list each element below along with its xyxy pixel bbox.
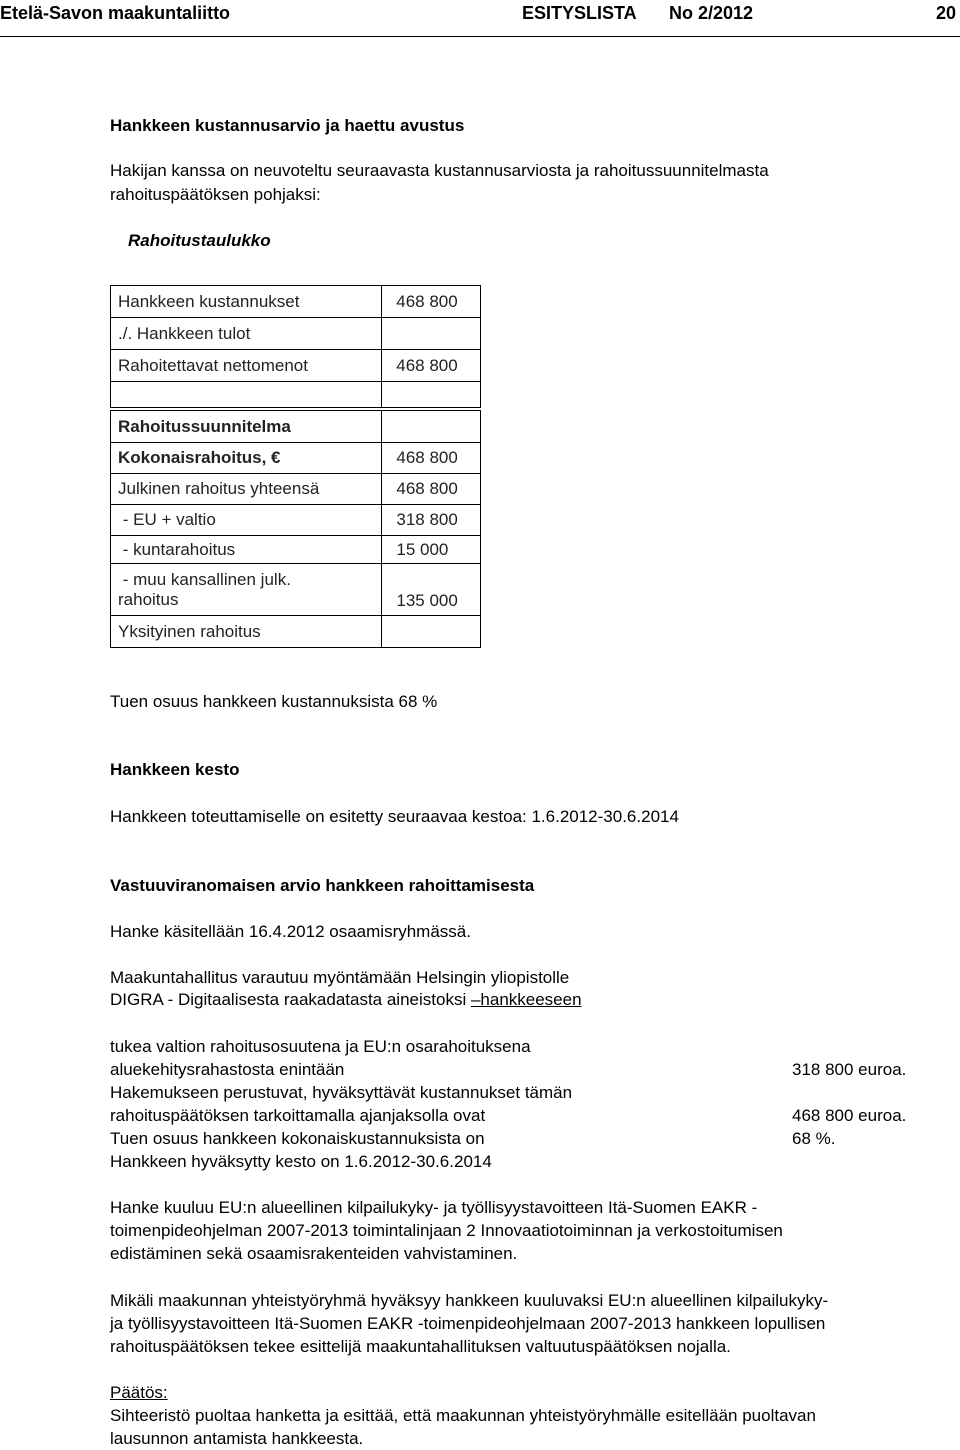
financing-heading-row bbox=[111, 411, 481, 443]
intro-line-2: rahoituspäätöksen pohjaksi: bbox=[110, 185, 321, 204]
section-title-cost-estimate: Hankkeen kustannusarvio ja haettu avustus bbox=[110, 116, 465, 135]
grant-line: Hankkeen hyväksytty kesto on 1.6.2012-30.6.2014 bbox=[110, 1152, 492, 1171]
cost-value: 468 800 bbox=[382, 350, 481, 382]
header-doc-type: ESITYSLISTA bbox=[522, 3, 637, 23]
proposal-line: Mikäli maakunnan yhteistyöryhmä hyväksyy hankkeen kuuluvaksi EU:n alueellinen kilpailukyky- bbox=[110, 1291, 829, 1310]
grant-line: tukea valtion rahoitusosuutena ja EU:n osarahoituksena bbox=[110, 1037, 531, 1056]
table-caption: Rahoitustaulukko bbox=[128, 231, 271, 250]
header-doc-number: No 2/2012 bbox=[669, 3, 754, 23]
financing-plan-heading: Rahoitussuunnitelma bbox=[111, 411, 382, 443]
financing-label: Julkinen rahoitus yhteensä bbox=[111, 474, 382, 505]
financing-value: 468 800 bbox=[382, 474, 481, 505]
cost-label: Rahoitettavat nettomenot bbox=[111, 350, 382, 382]
financing-value: 15 000 bbox=[382, 536, 481, 564]
decision-line: lausunnon antamista hankkeesta. bbox=[110, 1429, 364, 1448]
financing-value: 135 000 bbox=[382, 564, 481, 616]
financing-row bbox=[111, 474, 481, 505]
cost-value bbox=[382, 318, 481, 350]
financing-row bbox=[111, 536, 481, 564]
eu-paragraph-line: edistäminen sekä osaamisrakenteiden vahvistaminen. bbox=[110, 1244, 518, 1263]
cost-value: 468 800 bbox=[382, 286, 481, 318]
cost-table-row bbox=[111, 318, 481, 350]
cost-table bbox=[110, 285, 481, 408]
grant-line: Hakemukseen perustuvat, hyväksyttävät kustannukset tämän bbox=[110, 1083, 573, 1102]
cost-label bbox=[111, 382, 382, 408]
grant-line: Tuen osuus hankkeen kokonaiskustannuksista on bbox=[110, 1129, 485, 1148]
financing-label: - kuntarahoitus bbox=[111, 536, 382, 564]
financing-label-multiline bbox=[111, 564, 382, 616]
grant-line-part: DIGRA - Digitaalisesta raakadatasta aineistoksi bbox=[110, 990, 471, 1009]
header-page-number: 20 bbox=[936, 3, 957, 23]
section-title-duration: Hankkeen kesto bbox=[110, 760, 240, 779]
cost-table-row bbox=[111, 382, 481, 408]
financing-row bbox=[111, 616, 481, 648]
cost-table-row bbox=[111, 286, 481, 318]
cost-label: Hankkeen kustannukset bbox=[111, 286, 382, 318]
grant-line: Maakuntahallitus varautuu myöntämään Helsingin yliopistolle bbox=[110, 968, 570, 987]
section-title-assessment: Vastuuviranomaisen arvio hankkeen rahoittamisesta bbox=[110, 876, 535, 895]
proposal-line: ja työllisyystavoitteen Itä-Suomen EAKR -toimenpideohjelmaan 2007-2013 hankkeen lopullisen bbox=[110, 1314, 826, 1333]
grant-amount: 318 800 euroa. bbox=[792, 1060, 907, 1079]
financing-plan-table bbox=[110, 410, 481, 648]
financing-label: - EU + valtio bbox=[111, 505, 382, 536]
grant-amount: 68 %. bbox=[792, 1129, 836, 1148]
support-share-text: Tuen osuus hankkeen kustannuksista 68 % bbox=[110, 692, 438, 711]
grant-line: rahoituspäätöksen tarkoittamalla ajanjaksolla ovat bbox=[110, 1106, 486, 1125]
financing-label: Kokonaisrahoitus, € bbox=[111, 443, 382, 474]
header-org: Etelä-Savon maakuntaliitto bbox=[0, 3, 231, 23]
financing-row bbox=[111, 505, 481, 536]
grant-amount: 468 800 euroa. bbox=[792, 1106, 907, 1125]
financing-label-line: rahoitus bbox=[118, 589, 179, 609]
financing-value bbox=[382, 616, 481, 648]
cost-label: ./. Hankkeen tulot bbox=[111, 318, 382, 350]
decision-line: Sihteeristö puoltaa hanketta ja esittää, että maakunnan yhteistyöryhmälle esitellään puoltavan bbox=[110, 1406, 816, 1425]
cost-table-row bbox=[111, 350, 481, 382]
duration-text: Hankkeen toteuttamiselle on esitetty seuraavaa kestoa: 1.6.2012-30.6.2014 bbox=[110, 807, 679, 826]
proposal-line: rahoituspäätöksen tekee esittelijä maakuntahallituksen valtuutuspäätöksen nojalla. bbox=[110, 1337, 731, 1356]
eu-paragraph-line: toimenpideohjelman 2007-2013 toimintalinjaan 2 Innovaatiotoiminnan ja verkostoitumisen bbox=[110, 1221, 783, 1240]
grant-line-part: –hankkeeseen bbox=[470, 990, 582, 1009]
financing-row bbox=[111, 443, 481, 474]
header-rule bbox=[0, 36, 960, 37]
eu-paragraph-line: Hanke kuuluu EU:n alueellinen kilpailukyky- ja työllisyystavoitteen Itä-Suomen EAKR - bbox=[110, 1198, 758, 1217]
cost-value bbox=[382, 382, 481, 408]
grant-line-project bbox=[110, 990, 582, 1010]
financing-value: 468 800 bbox=[382, 443, 481, 474]
financing-row bbox=[111, 564, 481, 616]
grant-line: aluekehitysrahastosta enintään bbox=[110, 1060, 345, 1079]
financing-label-line: - muu kansallinen julk. bbox=[118, 569, 291, 589]
intro-line-1: Hakijan kanssa on neuvoteltu seuraavasta kustannusarviosta ja rahoitussuunnitelmasta bbox=[110, 161, 769, 180]
financing-value: 318 800 bbox=[382, 505, 481, 536]
financing-heading-empty-cell bbox=[382, 411, 481, 443]
decision-label: Päätös: bbox=[110, 1383, 168, 1402]
financing-label: Yksityinen rahoitus bbox=[111, 616, 382, 648]
assessment-text: Hanke käsitellään 16.4.2012 osaamisryhmässä. bbox=[110, 922, 471, 941]
